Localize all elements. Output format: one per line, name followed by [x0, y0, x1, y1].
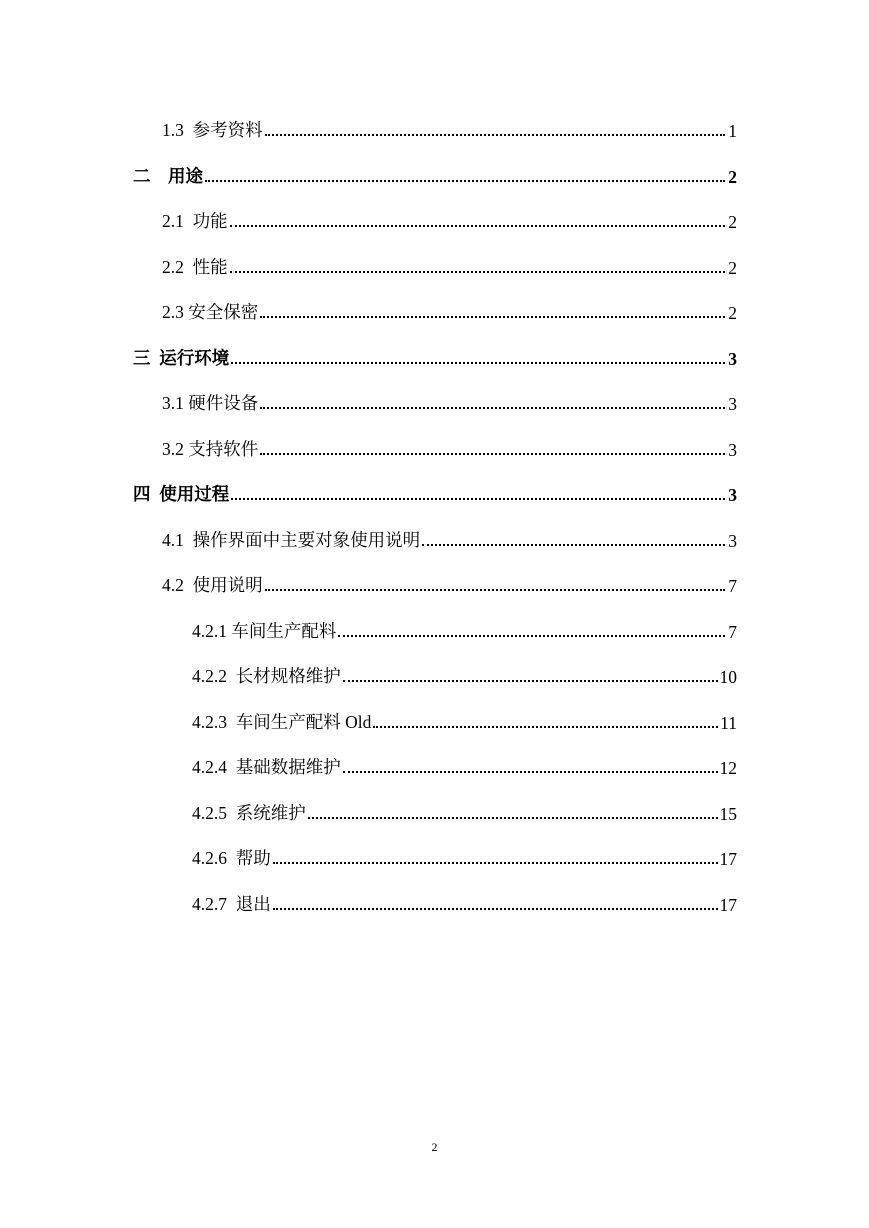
toc-leader-dots: [231, 498, 725, 500]
toc-entry[interactable]: [192, 613, 737, 643]
toc-entry-page: 2: [728, 166, 737, 187]
toc-entry[interactable]: [162, 385, 737, 415]
page-number: 2: [431, 1140, 438, 1154]
toc-entry-page: 10: [719, 667, 737, 687]
toc-entry[interactable]: [192, 749, 737, 779]
toc-entry-label: 4.2.1 车间生产配料: [192, 620, 337, 641]
toc-entry-page: 1: [728, 121, 737, 141]
toc-entry[interactable]: [133, 340, 737, 370]
toc-entry[interactable]: [162, 249, 737, 279]
toc-entry[interactable]: [162, 112, 737, 142]
toc-leader-dots: [230, 271, 725, 273]
toc-entry-page: 2: [728, 212, 737, 232]
toc-entry-page: 12: [719, 758, 737, 778]
toc-entry[interactable]: [162, 522, 737, 552]
toc-leader-dots: [343, 771, 718, 773]
toc-leader-dots: [230, 225, 725, 227]
toc-entry-page: 7: [728, 576, 737, 596]
toc-entry-label: 2.2 性能: [162, 256, 228, 277]
toc-entry-page: 17: [719, 849, 737, 869]
toc-leader-dots: [343, 680, 718, 682]
toc-entry-label: 三 运行环境: [133, 347, 230, 368]
toc-leader-dots: [205, 180, 725, 182]
toc-leader-dots: [422, 544, 725, 546]
toc-entry-page: 2: [728, 257, 737, 278]
toc-entry[interactable]: [192, 704, 737, 734]
toc-entry-label: 3.1 硬件设备: [162, 393, 259, 413]
toc-entry-page: 11: [720, 712, 737, 733]
toc-entry[interactable]: [162, 294, 737, 324]
toc-entry-label: 2.3 安全保密: [162, 302, 259, 322]
toc-entry-label: 4.2 使用说明: [162, 575, 263, 595]
toc-leader-dots: [260, 453, 725, 455]
toc-entry-label: 3.2 支持软件: [162, 438, 259, 459]
toc-entry-page: 3: [728, 530, 737, 551]
toc-entry[interactable]: [162, 431, 737, 461]
toc-entry-label: 4.2.7 退出: [192, 893, 271, 914]
toc-entry-label: 4.2.4 基础数据维护: [192, 757, 341, 777]
toc-entry[interactable]: [133, 158, 737, 188]
toc-entry-page: 7: [728, 621, 737, 642]
toc-entry-label: 2.1 功能: [162, 211, 228, 231]
toc-leader-dots: [231, 362, 725, 364]
toc-entry-label: 4.2.2 长材规格维护: [192, 666, 341, 686]
toc-leader-dots: [338, 635, 725, 637]
toc-entry-label: 4.2.3 车间生产配料 Old: [192, 711, 372, 732]
toc-entry-label: 1.3 参考资料: [162, 120, 263, 140]
toc-leader-dots: [260, 407, 725, 409]
toc-entry-page: 3: [728, 439, 737, 460]
toc-leader-dots: [308, 817, 718, 819]
toc-entry-label: 4.1 操作界面中主要对象使用说明: [162, 529, 421, 550]
toc-leader-dots: [265, 134, 725, 136]
toc-entry[interactable]: [133, 476, 737, 506]
toc-entry[interactable]: [192, 795, 737, 825]
toc-entry-page: 3: [728, 485, 737, 505]
toc-entry[interactable]: [192, 886, 737, 916]
toc-entry-label: 四 使用过程: [133, 484, 230, 504]
toc-entry-page: 2: [728, 303, 737, 323]
toc-entry-label: 4.2.6 帮助: [192, 848, 271, 868]
toc-entry-label: 4.2.5 系统维护: [192, 802, 306, 823]
toc-leader-dots: [273, 862, 718, 864]
toc-leader-dots: [273, 908, 718, 910]
toc-leader-dots: [265, 589, 725, 591]
toc-entry[interactable]: [192, 658, 737, 688]
toc-entry-page: 17: [719, 894, 737, 915]
toc-entry[interactable]: [162, 567, 737, 597]
toc-leader-dots: [260, 316, 725, 318]
toc-leader-dots: [373, 726, 718, 728]
toc-entry-page: 15: [719, 803, 737, 824]
toc-entry-page: 3: [728, 394, 737, 414]
toc-entry[interactable]: [192, 840, 737, 870]
toc-entry[interactable]: [162, 203, 737, 233]
toc-entry-label: 二 用途: [133, 165, 203, 186]
toc-entry-page: 3: [728, 348, 737, 369]
